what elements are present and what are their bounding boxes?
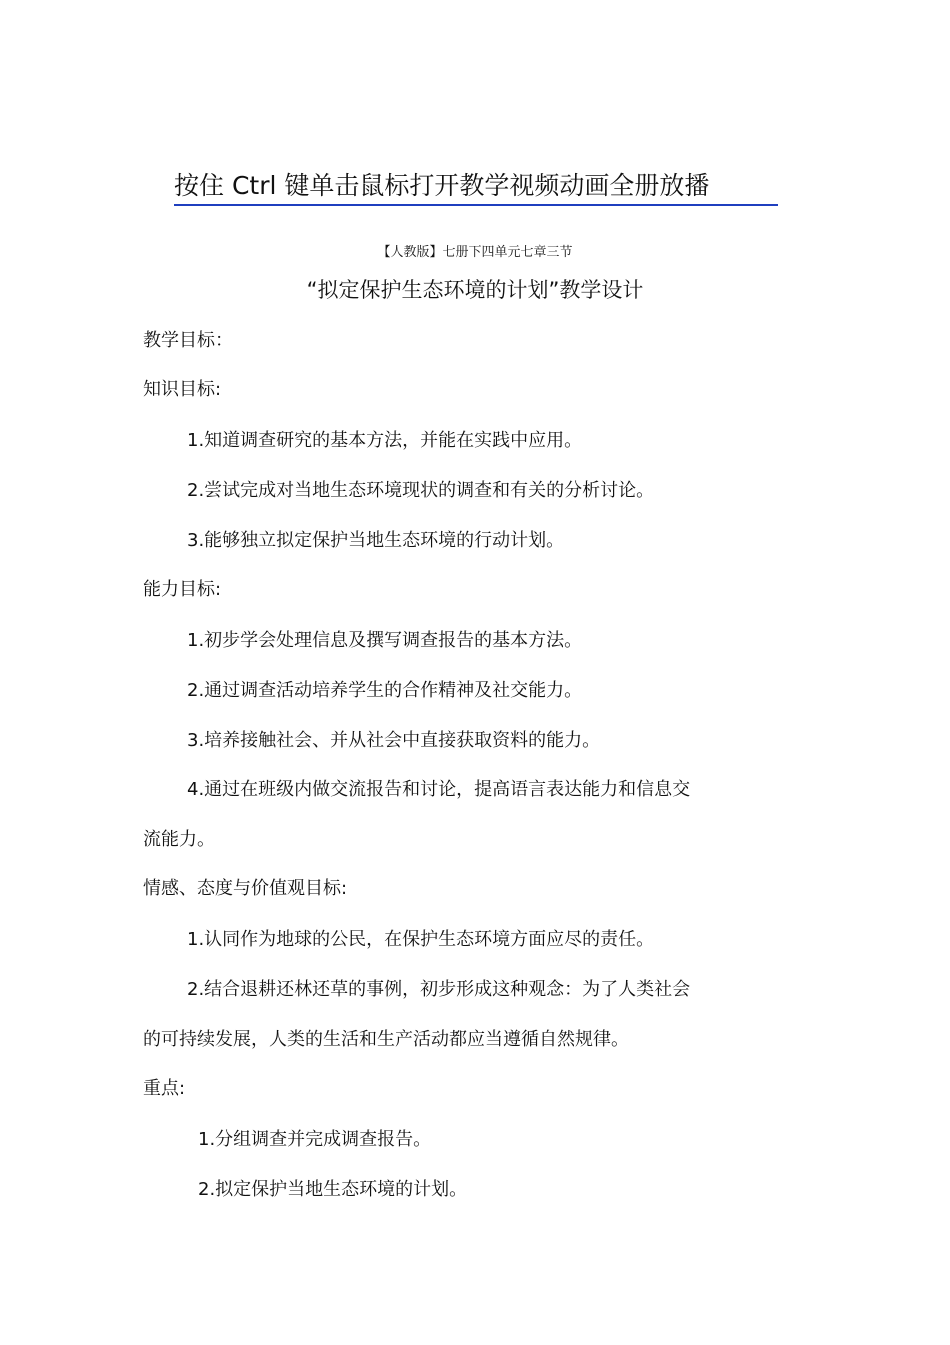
section-heading-ability-goals: 能力目标:: [143, 579, 222, 600]
ability-goal-item: 4.通过在班级内做交流报告和讨论，提高语言表达能力和信息交: [187, 779, 691, 800]
section-heading-knowledge-goals: 知识目标:: [143, 379, 222, 400]
attitude-goal-item: 1.认同作为地球的公民，在保护生态环境方面应尽的责任。: [187, 929, 655, 950]
key-point-item: 1.分组调查并完成调查报告。: [198, 1129, 432, 1150]
knowledge-goal-item: 2.尝试完成对当地生态环境现状的调查和有关的分析讨论。: [187, 480, 655, 501]
ability-goal-item: 3.培养接触社会、并从社会中直接获取资料的能力。: [187, 730, 601, 751]
document-title: “拟定保护生态环境的计划”教学设计: [306, 278, 644, 302]
ability-goal-item: 1.初步学会处理信息及撰写调查报告的基本方法。: [187, 630, 583, 651]
attitude-goal-item-continued: 的可持续发展，人类的生活和生产活动都应当遵循自然规律。: [143, 1029, 629, 1050]
document-subtitle: 【人教版】七册下四单元七章三节: [377, 245, 573, 260]
section-heading-teaching-goals: 教学目标：: [143, 330, 233, 351]
section-heading-key-points: 重点:: [143, 1078, 186, 1099]
key-point-item: 2.拟定保护当地生态环境的计划。: [198, 1179, 468, 1200]
section-heading-attitude-goals: 情感、态度与价值观目标:: [143, 878, 348, 899]
knowledge-goal-item: 1.知道调查研究的基本方法，并能在实践中应用。: [187, 430, 583, 451]
ability-goal-item: 2.通过调查活动培养学生的合作精神及社交能力。: [187, 680, 583, 701]
knowledge-goal-item: 3.能够独立拟定保护当地生态环境的行动计划。: [187, 530, 565, 551]
ability-goal-item-continued: 流能力。: [143, 829, 215, 850]
attitude-goal-item: 2.结合退耕还林还草的事例，初步形成这种观念：为了人类社会: [187, 979, 691, 1000]
video-link[interactable]: 按住 Ctrl 键单击鼠标打开教学视频动画全册放播: [174, 168, 778, 206]
